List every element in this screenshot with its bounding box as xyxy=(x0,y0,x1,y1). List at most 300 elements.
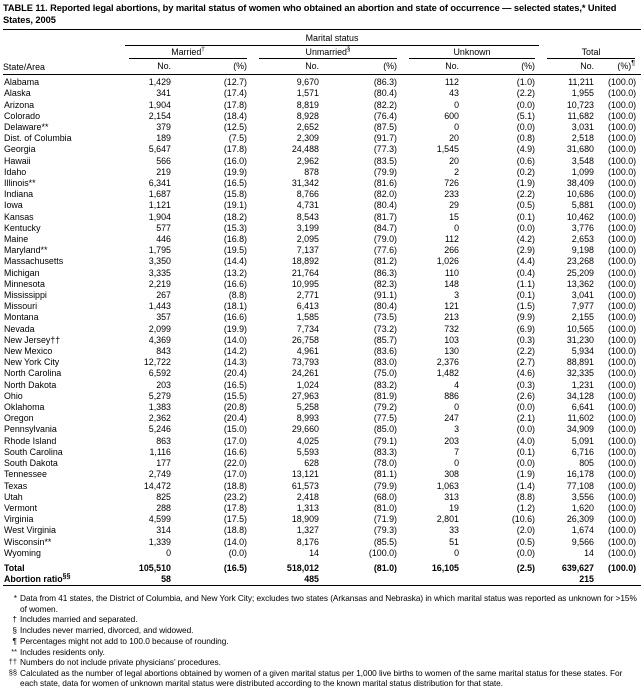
cell-married-pct: (22.0) xyxy=(223,458,247,469)
cell-unknown-pct: (0.0) xyxy=(516,402,535,413)
cell-unmarried-no: 27,963 xyxy=(291,390,319,401)
row-state-label: North Dakota xyxy=(4,379,57,390)
cell-married-pct: (16.5) xyxy=(223,178,247,189)
cell-unknown-pct: (0.3) xyxy=(516,379,535,390)
cell-unmarried-no: 3,199 xyxy=(296,222,319,233)
cell-unknown-no: 233 xyxy=(444,189,459,200)
cell-total-no: 10,565 xyxy=(566,323,594,334)
table-row xyxy=(3,100,641,111)
column-header-row xyxy=(3,61,641,75)
cell-married-no: 446 xyxy=(156,234,171,245)
col-unmarried-no: No. xyxy=(305,61,319,72)
cell-unknown-no: 0 xyxy=(454,99,459,110)
cell-unmarried-pct: (87.5) xyxy=(373,122,397,132)
cell-unmarried-no: 5,593 xyxy=(296,446,319,457)
cell-unknown-no: 130 xyxy=(444,346,459,357)
row-state-label: Texas xyxy=(4,480,28,491)
cell-unmarried-no: 24,261 xyxy=(291,368,319,379)
cell-married-no: 267 xyxy=(156,290,171,301)
row-state-label: Abortion ratio§§ xyxy=(4,573,71,585)
cell-unknown-no: 121 xyxy=(444,301,459,312)
cell-total-pct xyxy=(608,574,641,586)
cell-unmarried-pct: (91.1) xyxy=(373,290,397,301)
table-row xyxy=(3,189,641,200)
cell-unmarried-pct: (81.6) xyxy=(373,178,397,189)
cell-unknown-pct: (1.0) xyxy=(516,77,535,88)
cell-married-pct: (17.0) xyxy=(223,469,247,480)
cell-unmarried-pct: (85.0) xyxy=(373,424,397,435)
cell-unmarried-pct: (79.0) xyxy=(373,234,397,245)
cell-married-no: 825 xyxy=(156,491,171,502)
cell-total-no: 38,409 xyxy=(566,178,594,189)
cell-married-no: 1,904 xyxy=(148,211,171,222)
cell-married-no: 12,722 xyxy=(143,357,171,368)
cell-unmarried-no: 8,176 xyxy=(296,536,319,547)
cell-married-no: 3,335 xyxy=(148,267,171,278)
cell-married-no: 2,154 xyxy=(148,110,171,121)
footnote-mark: ¶ xyxy=(12,635,17,646)
cell-married-pct: (19.5) xyxy=(223,245,247,256)
col-unknown-no: No. xyxy=(445,61,459,72)
footnote-text: Numbers do not include private physicians’ procedures. xyxy=(20,657,221,668)
cell-unmarried-no: 2,962 xyxy=(296,155,319,166)
cell-married-pct: (16.6) xyxy=(223,312,247,323)
table-row xyxy=(3,525,641,536)
cell-unmarried-no: 8,928 xyxy=(296,110,319,121)
row-state-label: Kentucky xyxy=(4,222,41,233)
cell-married-pct: (17.4) xyxy=(223,88,247,99)
cell-total-pct: (100.0) xyxy=(608,514,637,525)
cell-unknown-no: 1,482 xyxy=(436,368,459,379)
cell-unknown-no: 3 xyxy=(454,424,459,435)
cell-total-no: 3,041 xyxy=(571,290,594,301)
cell-total-no: 1,955 xyxy=(571,88,594,99)
cell-unknown-pct: (1.5) xyxy=(516,301,535,312)
cell-unknown-no: 20 xyxy=(449,155,459,166)
cell-unknown-no: 0 xyxy=(454,458,459,469)
cell-married-pct: (16.6) xyxy=(223,446,247,457)
cell-total-no: 3,556 xyxy=(571,491,594,502)
cell-unmarried-pct: (68.0) xyxy=(373,491,397,502)
table-row xyxy=(3,335,641,346)
cell-unmarried-no: 6,413 xyxy=(296,301,319,312)
cell-married-no: 843 xyxy=(156,346,171,357)
cell-total-no: 25,209 xyxy=(566,267,594,278)
cell-unknown-no: 19 xyxy=(449,502,459,513)
cell-unmarried-pct: (79.1) xyxy=(373,435,397,446)
footnote-item xyxy=(3,657,638,667)
cell-total-pct: (100.0) xyxy=(608,547,637,558)
cell-total-pct: (100.0) xyxy=(608,200,637,211)
cell-total-pct: (100.0) xyxy=(608,301,637,312)
cell-total-pct: (100.0) xyxy=(608,346,637,357)
cell-unmarried-pct: (78.0) xyxy=(373,458,397,469)
cell-unmarried-no: 8,993 xyxy=(296,413,319,424)
cell-total-no: 2,653 xyxy=(571,234,594,245)
cell-unmarried-pct: (86.3) xyxy=(373,77,397,88)
row-state-label: Total xyxy=(4,562,25,573)
cell-unmarried-no: 9,670 xyxy=(296,77,319,88)
col-married-no: No. xyxy=(157,61,171,72)
group-unknown-label: Unknown xyxy=(453,46,491,57)
marital-status-label: Marital status xyxy=(125,33,539,46)
group-total-label: Total xyxy=(581,46,601,57)
cell-unmarried-pct: (80.4) xyxy=(373,200,397,211)
cell-unmarried-pct xyxy=(333,574,403,586)
row-state-label: South Carolina xyxy=(4,446,63,457)
cell-total-no: 805 xyxy=(579,458,594,469)
cell-unmarried-no: 13,121 xyxy=(291,469,319,480)
cell-total-pct: (100.0) xyxy=(608,245,637,256)
cell-total-pct: (100.0) xyxy=(608,562,637,573)
cell-unknown-pct: (6.9) xyxy=(516,323,535,334)
cell-unknown-no: 2,801 xyxy=(436,514,459,525)
cell-unmarried-no: 14 xyxy=(309,547,319,558)
cell-unmarried-no: 18,892 xyxy=(291,256,319,267)
cell-unknown-pct: (0.1) xyxy=(516,211,535,222)
cell-unknown-no: 886 xyxy=(444,390,459,401)
cell-unmarried-no: 8,819 xyxy=(296,99,319,110)
cell-unmarried-pct: (83.2) xyxy=(373,379,397,390)
cell-unknown-pct: (1.1) xyxy=(516,278,535,289)
cell-unmarried-pct: (81.1) xyxy=(373,469,397,480)
row-state-label: Delaware** xyxy=(4,122,49,132)
col-unmarried-pct: (%) xyxy=(383,61,397,72)
cell-married-pct: (7.5) xyxy=(228,133,247,144)
cell-unknown-no: 726 xyxy=(444,178,459,189)
group-unknown xyxy=(403,47,541,61)
col-total-pct xyxy=(608,61,641,75)
table-row xyxy=(3,156,641,167)
cell-total-pct: (100.0) xyxy=(608,491,637,502)
cell-married-pct: (16.5) xyxy=(223,562,247,573)
cell-unknown-no: 16,105 xyxy=(431,562,459,573)
table-row xyxy=(3,301,641,312)
cell-married-no: 2,099 xyxy=(148,323,171,334)
cell-unknown-no: 112 xyxy=(444,234,459,245)
cell-unknown-no: 33 xyxy=(449,525,459,536)
cell-unknown-pct xyxy=(473,574,541,586)
table-row xyxy=(3,290,641,301)
cell-unknown-pct: (0.0) xyxy=(516,458,535,469)
cell-unknown-pct: (0.5) xyxy=(516,200,535,211)
cell-married-pct: (17.8) xyxy=(223,99,247,110)
cell-married-no: 2,362 xyxy=(148,413,171,424)
cell-unknown-pct: (1.9) xyxy=(516,469,535,480)
cell-unknown-pct: (8.8) xyxy=(516,491,535,502)
row-state-label: Wyoming xyxy=(4,547,41,558)
cell-unmarried-no: 4,961 xyxy=(296,346,319,357)
cell-unmarried-pct: (80.4) xyxy=(373,301,397,312)
table-row xyxy=(3,133,641,144)
cell-unknown-no: 1,063 xyxy=(436,480,459,491)
cell-married-no: 1,429 xyxy=(148,77,171,88)
cell-total-pct: (100.0) xyxy=(608,122,637,132)
cell-married-pct: (19.1) xyxy=(223,200,247,211)
cell-unknown-pct: (0.4) xyxy=(516,267,535,278)
table-row xyxy=(3,537,641,548)
cell-unknown-pct: (0.1) xyxy=(516,290,535,301)
col-total-no: No. xyxy=(580,61,594,72)
cell-total-no: 16,178 xyxy=(566,469,594,480)
cell-total-no: 31,230 xyxy=(566,334,594,345)
cell-unmarried-pct: (100.0) xyxy=(368,547,397,558)
cell-married-no: 3,350 xyxy=(148,256,171,267)
group-married-label: Married xyxy=(171,46,202,57)
cell-married-no: 1,687 xyxy=(148,189,171,200)
cell-unknown-no: 15 xyxy=(449,211,459,222)
table-row xyxy=(3,548,641,559)
cell-unmarried-pct: (82.3) xyxy=(373,278,397,289)
cell-unknown-no: 3 xyxy=(454,290,459,301)
cell-unknown-no: 313 xyxy=(444,491,459,502)
cell-unmarried-pct: (81.0) xyxy=(373,562,397,573)
table-row xyxy=(3,268,641,279)
cell-total-no: 2,155 xyxy=(571,312,594,323)
row-state-label: Montana xyxy=(4,312,39,323)
cell-married-pct: (16.6) xyxy=(223,278,247,289)
cell-total-no: 11,682 xyxy=(567,110,594,121)
row-state-label: Hawaii xyxy=(4,155,31,166)
cell-unmarried-pct: (80.4) xyxy=(373,88,397,99)
cell-married-no: 6,592 xyxy=(148,368,171,379)
cell-married-pct: (12.5) xyxy=(223,122,247,132)
footnote-item xyxy=(3,647,638,657)
cell-total-no: 3,776 xyxy=(571,222,594,233)
table-row xyxy=(3,413,641,424)
footnote-text: Includes never married, divorced, and widowed. xyxy=(20,625,194,636)
row-state-label: South Dakota xyxy=(4,458,58,469)
cell-unmarried-no: 73,793 xyxy=(291,357,319,368)
cell-unknown-pct: (4.4) xyxy=(516,256,535,267)
cell-total-pct: (100.0) xyxy=(608,390,637,401)
cell-total-no: 34,128 xyxy=(566,390,594,401)
row-state-label: Vermont xyxy=(4,502,38,513)
table-header xyxy=(3,30,641,78)
group-unmarried xyxy=(253,44,403,61)
cell-married-no: 314 xyxy=(156,525,171,536)
footnotes-section xyxy=(3,593,638,688)
row-state-label: Pennsylvania xyxy=(4,424,57,435)
cell-unmarried-pct: (73.2) xyxy=(373,323,397,334)
footnote-mark: †† xyxy=(8,657,17,667)
cell-unknown-no: 247 xyxy=(444,413,459,424)
col-total-pct-footnote-mark: ¶ xyxy=(631,60,635,68)
table-row xyxy=(3,144,641,155)
cell-total-pct: (100.0) xyxy=(608,144,637,155)
cell-unmarried-pct: (91.7) xyxy=(373,133,397,144)
footnote-mark: § xyxy=(12,625,17,636)
cell-total-pct: (100.0) xyxy=(608,77,637,88)
row-state-label: North Carolina xyxy=(4,368,62,379)
row-state-label: Michigan xyxy=(4,267,40,278)
table-row xyxy=(3,234,641,245)
cell-unmarried-no: 61,573 xyxy=(291,480,319,491)
cell-unmarried-no: 2,771 xyxy=(296,290,319,301)
cell-married-pct: (16.8) xyxy=(223,234,247,245)
cell-married-pct: (20.4) xyxy=(223,368,247,379)
cell-total-pct: (100.0) xyxy=(608,334,637,345)
row-state-label: New Mexico xyxy=(4,346,53,357)
cell-total-no: 34,909 xyxy=(566,424,594,435)
row-state-label: Rhode Island xyxy=(4,435,57,446)
cell-total-pct: (100.0) xyxy=(608,458,637,469)
cell-unmarried-pct: (81.7) xyxy=(373,211,397,222)
column-group-row xyxy=(3,47,641,61)
table-row xyxy=(3,492,641,503)
cell-unknown-no: 0 xyxy=(454,222,459,233)
table-row xyxy=(3,346,641,357)
cell-unmarried-pct: (84.7) xyxy=(373,222,397,233)
table-row xyxy=(3,279,641,290)
cell-total-no: 1,099 xyxy=(571,166,594,177)
row-state-label: Arizona xyxy=(4,99,35,110)
cell-total-no: 9,198 xyxy=(571,245,594,256)
cell-unmarried-pct: (79.2) xyxy=(373,402,397,413)
cell-total-no: 10,723 xyxy=(566,99,594,110)
cell-unmarried-no: 8,766 xyxy=(296,189,319,200)
cell-total-pct: (100.0) xyxy=(608,435,637,446)
cell-unknown-no: 0 xyxy=(454,402,459,413)
cell-married-no: 177 xyxy=(156,458,171,469)
cell-total-pct: (100.0) xyxy=(608,211,637,222)
cell-total-pct: (100.0) xyxy=(608,133,637,144)
cell-unknown-no: 0 xyxy=(454,547,459,558)
cell-married-no: 1,121 xyxy=(148,200,171,211)
cell-total-pct: (100.0) xyxy=(608,88,637,99)
cell-unknown-pct: (2.2) xyxy=(516,346,535,357)
cell-unknown-pct: (2.2) xyxy=(516,88,535,99)
cell-married-no: 5,647 xyxy=(148,144,171,155)
cell-total-pct: (100.0) xyxy=(608,379,637,390)
footnote-text: Calculated as the number of legal abortions obtained by women of a given marital status per 1,000 live births to women of the same marital status for these states. For each state, data for women of unknown marital status were distributed according to the known marital status distribution for that state. xyxy=(20,667,623,688)
footnote-mark: * xyxy=(13,593,17,604)
table-row xyxy=(3,380,641,391)
cell-unknown-no: 110 xyxy=(444,267,459,278)
cell-total-no: 10,462 xyxy=(566,211,594,222)
cell-married-pct: (13.2) xyxy=(223,267,247,278)
cell-total-pct: (100.0) xyxy=(608,536,637,547)
cell-unmarried-pct: (73.5) xyxy=(373,312,397,323)
cell-married-pct: (18.2) xyxy=(223,211,247,222)
table-row xyxy=(3,503,641,514)
cell-married-pct: (15.5) xyxy=(223,390,247,401)
cell-unmarried-no: 1,571 xyxy=(296,88,319,99)
cell-unmarried-no: 2,652 xyxy=(296,122,319,132)
cell-unknown-no: 2 xyxy=(454,166,459,177)
cell-married-no: 189 xyxy=(156,133,171,144)
cell-unknown-pct: (2.0) xyxy=(516,525,535,536)
cell-unknown-no: 112 xyxy=(444,77,459,88)
cell-married-pct: (14.0) xyxy=(223,334,247,345)
footnote-item xyxy=(3,668,638,688)
table-row xyxy=(3,514,641,525)
cell-unknown-no: 266 xyxy=(444,245,459,256)
cell-total-no: 9,566 xyxy=(571,536,594,547)
cell-unknown-no: 29 xyxy=(449,200,459,211)
cell-married-pct: (17.8) xyxy=(223,502,247,513)
cell-married-no: 357 xyxy=(156,312,171,323)
cell-married-no: 0 xyxy=(166,547,171,558)
cell-unmarried-pct: (81.9) xyxy=(373,390,397,401)
cell-total-pct: (100.0) xyxy=(608,525,637,536)
cell-unmarried-pct: (81.0) xyxy=(373,502,397,513)
group-married-footnote-mark: † xyxy=(201,44,205,53)
footnote-text: Percentages might not add to 100.0 because of rounding. xyxy=(20,635,229,646)
cell-total-no: 77,108 xyxy=(566,480,594,491)
table-row xyxy=(3,424,641,435)
marital-status-group-row xyxy=(3,33,641,47)
cell-unmarried-no: 7,734 xyxy=(296,323,319,334)
table-row xyxy=(3,402,641,413)
cell-unmarried-no: 878 xyxy=(304,166,319,177)
cell-unknown-no: 43 xyxy=(449,88,459,99)
cell-married-no: 288 xyxy=(156,502,171,513)
cell-unmarried-pct: (85.7) xyxy=(373,334,397,345)
cell-married-no: 1,383 xyxy=(148,402,171,413)
cell-married-pct: (16.0) xyxy=(223,155,247,166)
page-title: TABLE 11. Reported legal abortions, by marital status of women who obtained an abortion and state of occurrence — selected states,* United States, 2005 xyxy=(3,3,617,25)
cell-unmarried-pct: (81.2) xyxy=(373,256,397,267)
cell-married-pct: (18.1) xyxy=(223,301,247,312)
cell-unmarried-pct: (71.9) xyxy=(373,514,397,525)
cell-married-pct: (20.4) xyxy=(223,413,247,424)
cell-unknown-pct: (2.9) xyxy=(516,245,535,256)
cell-married-pct: (18.8) xyxy=(223,480,247,491)
row-state-label: Alabama xyxy=(4,77,40,88)
cell-married-pct: (15.0) xyxy=(223,424,247,435)
cell-total-no: 3,031 xyxy=(571,122,594,132)
cell-total-no: 32,335 xyxy=(566,368,594,379)
table-row xyxy=(3,167,641,178)
row-state-label: Maryland** xyxy=(4,245,48,256)
cell-unmarried-pct: (75.0) xyxy=(373,368,397,379)
cell-married-no: 2,219 xyxy=(148,278,171,289)
row-state-label: Georgia xyxy=(4,144,36,155)
cell-married-no: 566 xyxy=(156,155,171,166)
footnote-text: Includes residents only. xyxy=(20,646,105,657)
cell-married-no: 4,369 xyxy=(148,334,171,345)
cell-married-no: 6,341 xyxy=(148,178,171,189)
table-row xyxy=(3,312,641,323)
cell-total-pct: (100.0) xyxy=(608,323,637,334)
cell-unknown-no: 600 xyxy=(444,110,459,121)
cell-married-pct: (0.0) xyxy=(228,547,247,558)
table-row xyxy=(3,223,641,234)
cell-unknown-pct: (10.6) xyxy=(511,514,535,525)
cell-unmarried-pct: (77.3) xyxy=(373,144,397,155)
cell-unmarried-no: 1,313 xyxy=(296,502,319,513)
cell-married-pct: (17.0) xyxy=(223,435,247,446)
cell-unknown-no: 51 xyxy=(449,536,459,547)
cell-married-no: 5,246 xyxy=(148,424,171,435)
table-row xyxy=(3,481,641,492)
row-state-footnote-mark: §§ xyxy=(62,573,71,581)
cell-married-no: 1,443 xyxy=(148,301,171,312)
cell-total-no: 26,309 xyxy=(566,514,594,525)
cell-married-pct: (14.4) xyxy=(223,256,247,267)
cell-unknown-no: 103 xyxy=(444,334,459,345)
row-state-label: Missouri xyxy=(4,301,38,312)
cell-unknown-no: 213 xyxy=(444,312,459,323)
cell-unknown-pct: (9.9) xyxy=(516,312,535,323)
cell-unknown-pct: (4.2) xyxy=(516,234,535,245)
table-body xyxy=(3,77,641,590)
table-row xyxy=(3,469,641,480)
total-row xyxy=(3,563,641,574)
cell-unmarried-no: 2,418 xyxy=(296,491,319,502)
table-row xyxy=(3,245,641,256)
